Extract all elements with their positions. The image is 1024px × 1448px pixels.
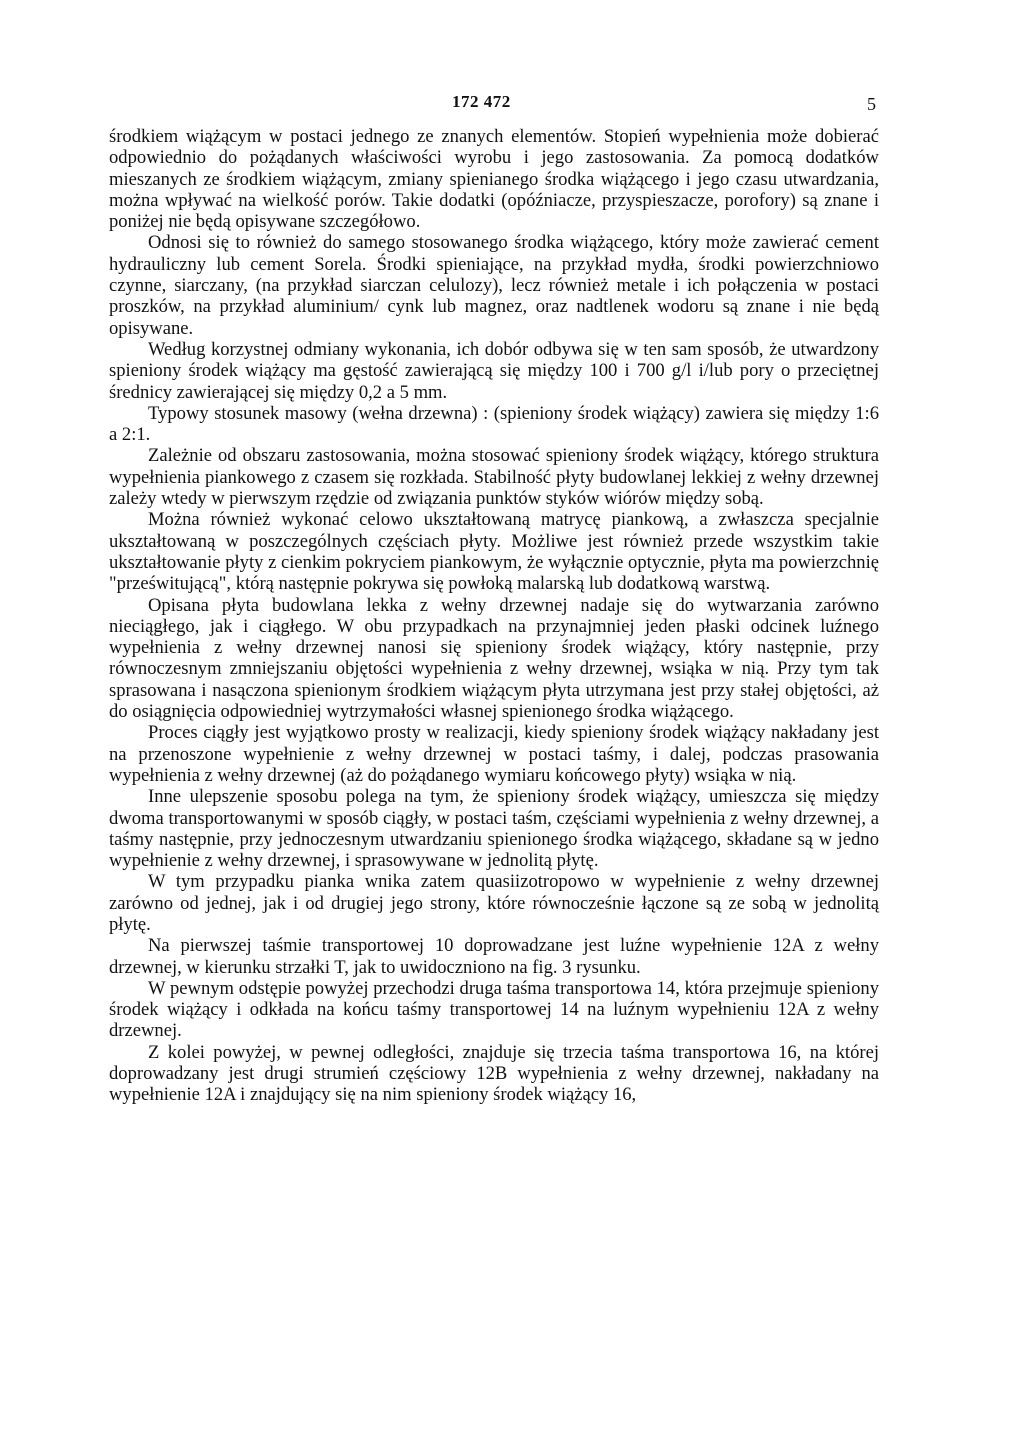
paragraph: Zależnie od obszaru zastosowania, można stosować spieniony środek wiążący, którego struktura wypełnienia piankowego z czasem się rozkłada. Stabilność płyty budowlanej lekkiej z wełny drzewnej zależy wtedy w pierwszym rzędzie od związania punktów styków wiórów między sobą.	[109, 445, 879, 510]
paragraph: Według korzystnej odmiany wykonania, ich dobór odbywa się w ten sam sposób, że utwardzony spieniony środek wiążący ma gęstość zawierającą się między 100 i 700 g/l i/lub pory o przeciętnej średnicy zawierającej się między 0,2 a 5 mm.	[109, 338, 879, 403]
paragraph: Typowy stosunek masowy (wełna drzewna) : (spieniony środek wiążący) zawiera się między 1:6 a 2:1.	[109, 402, 879, 446]
paragraph: Odnosi się to również do samego stosowanego środka wiążącego, który może zawierać cement hydrauliczny lub cement Sorela. Środki spieniające, na przykład mydła, środki powierzchniowo czynne, siarczany, (na przykład siarczan celulozy), lecz również metale i ich połączenia w postaci proszków, na przykład aluminium/ cynk lub magnez, oraz nadtlenek wodoru są znane i nie będą opisywane.	[109, 232, 879, 339]
paragraph: Inne ulepszenie sposobu polega na tym, że spieniony środek wiążący, umieszcza się między dwoma transportowanymi w sposób ciągły, w postaci taśm, częściami wypełnienia z wełny drzewnej, a taśmy następnie, przy jednoczesnym utwardzaniu spienionego środka wiążącego, składane są w jedno wypełnienie z wełny drzewnej, i sprasowywane w jednolitą płytę.	[109, 786, 879, 872]
paragraph: Można również wykonać celowo ukształtowaną matrycę piankową, a zwłaszcza specjalnie ukształtowaną w poszczególnych częściach płyty. Możliwe jest również przede wszystkim takie ukształtowanie płyty z cienkim pokryciem piankowym, że wyłącznie optycznie, płyta ma powierzchnię "prześwitującą", którą następnie pokrywa się powłoką malarską lub dodatkową warstwą.	[109, 509, 879, 595]
paragraph: W tym przypadku pianka wnika zatem quasiizotropowo w wypełnienie z wełny drzewnej zarówno od jednej, jak i od drugiej jego strony, które równocześnie łączone są ze sobą w jednolitą płytę.	[109, 871, 879, 935]
document-number: 172 472	[452, 92, 511, 111]
paragraph: środkiem wiążącym w postaci jednego ze znanych elementów. Stopień wypełnienia może dobierać odpowiednio do pożądanych właściwości wyrobu i jego zastosowania. Za pomocą dodatków mieszanych ze środkiem wiążącym, zmiany spienianego środka wiążącego i jego czasu utwardzania, można wpływać na wielkość porów. Takie dodatki (opóźniacze, przyspieszacze, porofory) są znane i poniżej nie będą opisywane szczegółowo.	[109, 126, 879, 233]
paragraph: Opisana płyta budowlana lekka z wełny drzewnej nadaje się do wytwarzania zarówno nieciągłego, jak i ciągłego. W obu przypadkach na przynajmniej jeden płaski odcinek luźnego wypełnienia z wełny drzewnej nanosi się spieniony środek wiążący, który następnie, przy równoczesnym zmniejszaniu objętości wypełnienia z wełny drzewnej, wsiąka w nią. Przy tym tak sprasowana i nasączona spienionym środkiem wiążącym płyta utrzymana jest przy stałej objętości, aż do osiągnięcia odpowiedniej wytrzymałości własnej spienionego środka wiążącego.	[109, 594, 879, 723]
paragraph: Z kolei powyżej, w pewnej odległości, znajduje się trzecia taśma transportowa 16, na której doprowadzany jest drugi strumień częściowy 12B wypełnienia z wełny drzewnej, nakładany na wypełnienie 12A i znajdujący się na nim spieniony środek wiążący 16,	[109, 1041, 879, 1106]
page-number: 5	[867, 94, 876, 114]
document-body	[109, 126, 879, 1106]
paragraph: W pewnym odstępie powyżej przechodzi druga taśma transportowa 14, która przejmuje spieniony środek wiążący i odkłada na końcu taśmy transportowej 14 na luźnym wypełnieniu 12A z wełny drzewnej.	[109, 977, 879, 1042]
paragraph: Na pierwszej taśmie transportowej 10 doprowadzane jest luźne wypełnienie 12A z wełny drzewnej, w kierunku strzałki T, jak to uwidoczniono na fig. 3 rysunku.	[109, 935, 879, 978]
page-header	[0, 92, 1024, 114]
paragraph: Proces ciągły jest wyjątkowo prosty w realizacji, kiedy spieniony środek wiążący nakładany jest na przenoszone wypełnienie z wełny drzewnej w postaci taśmy, i dalej, podczas prasowania wypełnienia z wełny drzewnej (aż do pożądanego wymiaru końcowego płyty) wsiąka w nią.	[109, 722, 879, 786]
